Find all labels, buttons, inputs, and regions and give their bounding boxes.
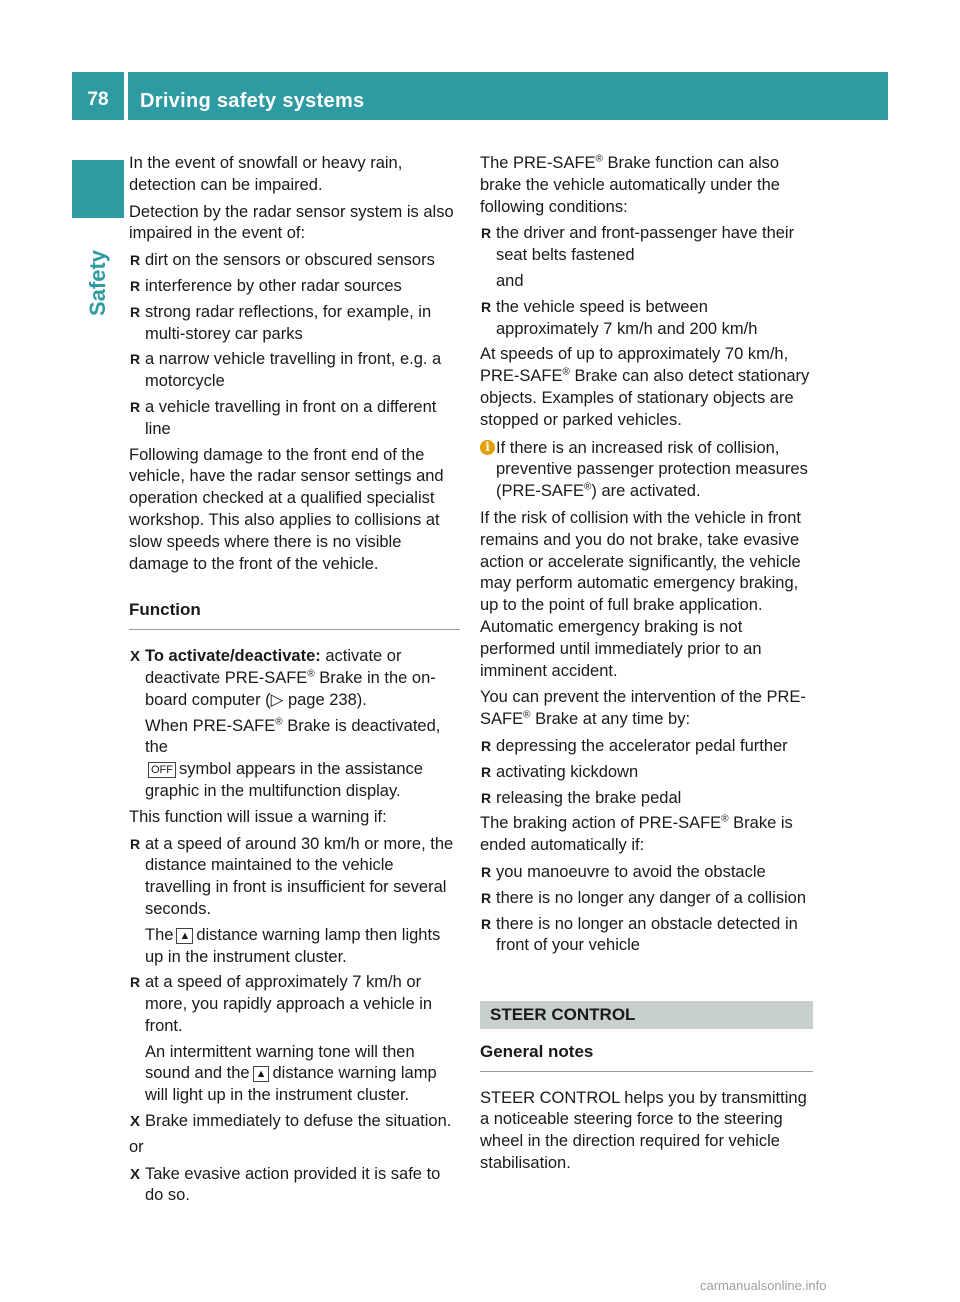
list-item: R activating kickdown (480, 762, 813, 784)
distance-warning-lamp-icon: ▲ (176, 928, 193, 944)
list-item: R a narrow vehicle travelling in front, e.g. a motorcycle (129, 349, 460, 393)
registered-mark: ® (595, 153, 603, 165)
page-ref-arrow-icon: ▷ (270, 690, 284, 709)
text: You can prevent the intervention of the PRE-SAFE (480, 688, 806, 729)
paragraph (480, 344, 813, 431)
info-icon: i (480, 440, 495, 455)
registered-mark: ® (307, 668, 315, 680)
text: If there is an increased risk of collision, preventive passenger protection measures (PRE-SAFE (496, 438, 808, 501)
pre-safe-off-icon: OFF (148, 762, 176, 778)
paragraph (480, 687, 813, 731)
text: Brake is ended automatically if: (480, 814, 793, 855)
paragraph: In the event of snowfall or heavy rain, detection can be impaired. (129, 154, 403, 194)
distance-warning-lamp-icon: ▲ (253, 1066, 270, 1082)
side-tab-block (72, 160, 124, 218)
paragraph (480, 153, 813, 218)
side-tab-label: Safety (85, 249, 110, 316)
left-column (129, 153, 460, 1211)
list-item-continuation (129, 1042, 460, 1107)
info-note (480, 438, 813, 503)
list-item: R there is no longer any danger of a collision (480, 888, 813, 910)
watermark-footer: carmanualsonline.info (700, 1278, 827, 1293)
or-text: or (129, 1137, 144, 1156)
list-item: R dirt on the sensors or obscured sensors (129, 250, 460, 272)
text: The (145, 925, 174, 944)
step-text: Brake in the on-board computer ( (145, 668, 436, 709)
registered-mark: ® (523, 709, 531, 721)
registered-mark: ® (721, 813, 729, 825)
registered-mark: ® (275, 716, 283, 728)
instruction-step: X Take evasive action provided it is safe to do so. (129, 1164, 460, 1208)
text: Brake function can also brake the vehicle automatically under the following conditions: (480, 154, 780, 216)
registered-mark: ® (584, 481, 592, 493)
list-item: R a vehicle travelling in front on a different line (129, 397, 460, 441)
list-item-continuation (129, 925, 460, 969)
text: Brake can also detect stationary objects. Examples of stationary objects are stopped or parked vehicles. (480, 367, 810, 429)
and-text: and (496, 271, 524, 290)
text: Brake is deactivated, the (145, 716, 441, 757)
instruction-step (129, 646, 460, 711)
registered-mark: ® (562, 366, 570, 378)
paragraph: This function will issue a warning if: (129, 807, 387, 826)
list-item: R strong radar reflections, for example, in multi-storey car parks (129, 302, 460, 346)
text: The PRE-SAFE (480, 154, 596, 172)
text: The braking action of PRE-SAFE (480, 814, 722, 833)
list-item: R interference by other radar sources (129, 276, 460, 298)
paragraph: STEER CONTROL helps you by transmitting a noticeable steering force to the steering wheel in the direction required for vehicle stabilisation. (480, 1088, 807, 1173)
page-number: 78 (72, 72, 124, 120)
page-header-title: Driving safety systems (128, 72, 888, 120)
text: distance warning lamp will light up in the instrument cluster. (145, 1064, 437, 1105)
subheading-general-notes: General notes (480, 1041, 813, 1072)
list-item: R there is no longer an obstacle detected in front of your vehicle (480, 914, 813, 958)
list-item: R depressing the accelerator pedal further (480, 736, 813, 758)
text: symbol appears in the assistance graphic in the multifunction display. (145, 760, 423, 800)
right-column (480, 153, 813, 1180)
text: At speeds of up to approximately 70 km/h, PRE-SAFE (480, 345, 789, 386)
list-item: R releasing the brake pedal (480, 788, 813, 810)
text: An intermittent warning tone will then sound and the (145, 1042, 415, 1083)
step-label: To activate/deactivate: (145, 647, 321, 666)
text: When PRE-SAFE (145, 716, 276, 735)
list-item: R at a speed of approximately 7 km/h or more, you rapidly approach a vehicle in front. (129, 972, 460, 1037)
list-item: R the vehicle speed is between approximately 7 km/h and 200 km/h (480, 297, 813, 341)
step-continuation (129, 716, 460, 803)
paragraph (480, 813, 813, 857)
text: Brake at any time by: (535, 710, 691, 729)
step-text: activate or deactivate PRE-SAFE (145, 647, 402, 687)
section-title-steer-control: STEER CONTROL (480, 1001, 813, 1029)
list-item: R at a speed of around 30 km/h or more, the distance maintained to the vehicle travelling in front is insufficient for several seconds. (129, 834, 460, 921)
page-reference-link[interactable]: page 238). (287, 690, 367, 709)
section-heading-function: Function (129, 599, 460, 630)
paragraph: Detection by the radar sensor system is also impaired in the event of: (129, 202, 454, 243)
paragraph: Following damage to the front end of the vehicle, have the radar sensor settings and operation checked at a qualified specialist workshop. This also applies to collisions at slow speeds where there is no visible damage to the front of the vehicle. (129, 445, 444, 573)
text: ) are activated. (591, 482, 701, 501)
text: distance warning lamp then lights up in the instrument cluster. (145, 925, 441, 966)
list-item: R the driver and front-passenger have their seat belts fastened (480, 223, 813, 267)
list-item: R you manoeuvre to avoid the obstacle (480, 862, 813, 884)
instruction-step: X Brake immediately to defuse the situation. (129, 1111, 460, 1133)
paragraph: If the risk of collision with the vehicle in front remains and you do not brake, take evasive action or accelerate significantly, the vehicle may perform automatic emergency braking, up to the point of full brake application. Automatic emergency braking is not performed until immediately prior to an imminent accident. (480, 508, 801, 680)
